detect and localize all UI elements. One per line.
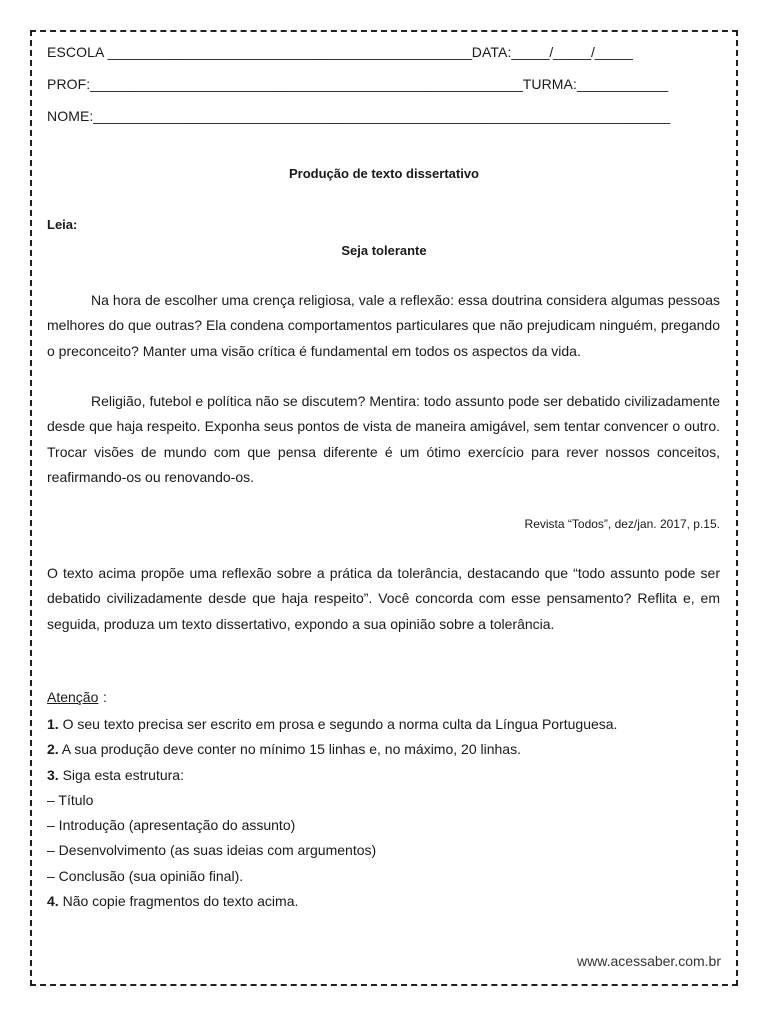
instruction-item-4 bbox=[47, 889, 727, 914]
school-line bbox=[47, 44, 720, 60]
instruction-number-1: 1. bbox=[47, 716, 59, 732]
instruction-text-4: Não copie fragmentos do texto acima. bbox=[58, 893, 299, 910]
name-line bbox=[47, 108, 720, 124]
paragraph-2-text: Religião, futebol e política não se discutem? Mentira: todo assunto pode ser debatido civilizadamente desde que haja respeito. Exponha seus pontos de vista de maneira amigável, sem tentar convencer o outro. Trocar visões de mundo com que pensa diferente é um ótimo exercício para rever nossos conceitos, reafirmando-os ou renovando-os. bbox=[47, 393, 720, 485]
instruction-text-3: Siga esta estrutura: bbox=[58, 766, 184, 783]
teacher-label: PROF: bbox=[47, 76, 91, 92]
teacher-line bbox=[47, 76, 720, 92]
footer-url[interactable]: www.acessaber.com.br bbox=[577, 953, 721, 969]
instructions-list bbox=[47, 712, 727, 914]
prompt-paragraph: O texto acima propõe uma reflexão sobre a prática da tolerância, destacando que “todo assunto pode ser debatido civilizadamente desde que haja respeito”. Você concorda com esse pensamento? Reflita e, em seguida, produza um texto dissertativo, expondo a sua opinião sobre a tolerância. bbox=[47, 565, 720, 632]
instruction-item-1 bbox=[47, 712, 727, 737]
paragraph-1 bbox=[47, 288, 720, 364]
school-label: ESCOLA bbox=[47, 44, 104, 60]
class-blank[interactable]: ____________ bbox=[576, 76, 669, 92]
text-title: Seja tolerante bbox=[341, 243, 427, 258]
attention-colon: : bbox=[103, 689, 107, 705]
teacher-blank[interactable]: _________________________________________________________ bbox=[90, 76, 523, 92]
source-citation: Revista “Todos”, dez/jan. 2017, p.15. bbox=[524, 517, 720, 531]
class-label: TURMA: bbox=[522, 76, 577, 92]
read-label: Leia: bbox=[47, 217, 78, 232]
instruction-text-1: O seu texto precisa ser escrito em prosa e segundo a norma culta da Língua Portuguesa. bbox=[58, 716, 618, 732]
instruction-item-2 bbox=[47, 737, 727, 762]
date-label: DATA: bbox=[471, 44, 512, 60]
page-title: Produção de texto dissertativo bbox=[289, 166, 479, 181]
paragraph-1-text: Na hora de escolher uma crença religiosa, vale a reflexão: essa doutrina considera algumas pessoas melhores do que outras? Ela condena comportamentos particulares que não prejudicam ninguém, pregando o preconceito? Manter uma visão crítica é fundamental em todos os aspectos da vida. bbox=[47, 292, 720, 359]
structure-item-title: – Título bbox=[47, 791, 94, 808]
instruction-item-3 bbox=[47, 763, 727, 788]
attention-heading bbox=[47, 689, 98, 705]
name-blank[interactable]: ____________________________________________________________________________ bbox=[93, 108, 670, 124]
structure-item-development: – Desenvolvimento (as suas ideias com argumentos) bbox=[47, 842, 377, 859]
instruction-text-2: A sua produção deve conter no mínimo 15 linhas e, no máximo, 20 linhas. bbox=[58, 741, 521, 758]
name-label: NOME: bbox=[47, 108, 94, 124]
instruction-number-4: 4. bbox=[47, 893, 59, 910]
instruction-number-3: 3. bbox=[47, 766, 59, 783]
instruction-number-2: 2. bbox=[47, 741, 59, 758]
paragraph-2 bbox=[47, 389, 720, 490]
structure-item-conclusion: – Conclusão (sua opinião final). bbox=[47, 867, 244, 884]
attention-label: Atenção bbox=[47, 689, 99, 705]
school-blank[interactable]: ________________________________________________ bbox=[107, 44, 472, 60]
date-blank[interactable]: _____/_____/_____ bbox=[511, 44, 633, 60]
structure-item-introduction: – Introdução (apresentação do assunto) bbox=[47, 817, 296, 834]
